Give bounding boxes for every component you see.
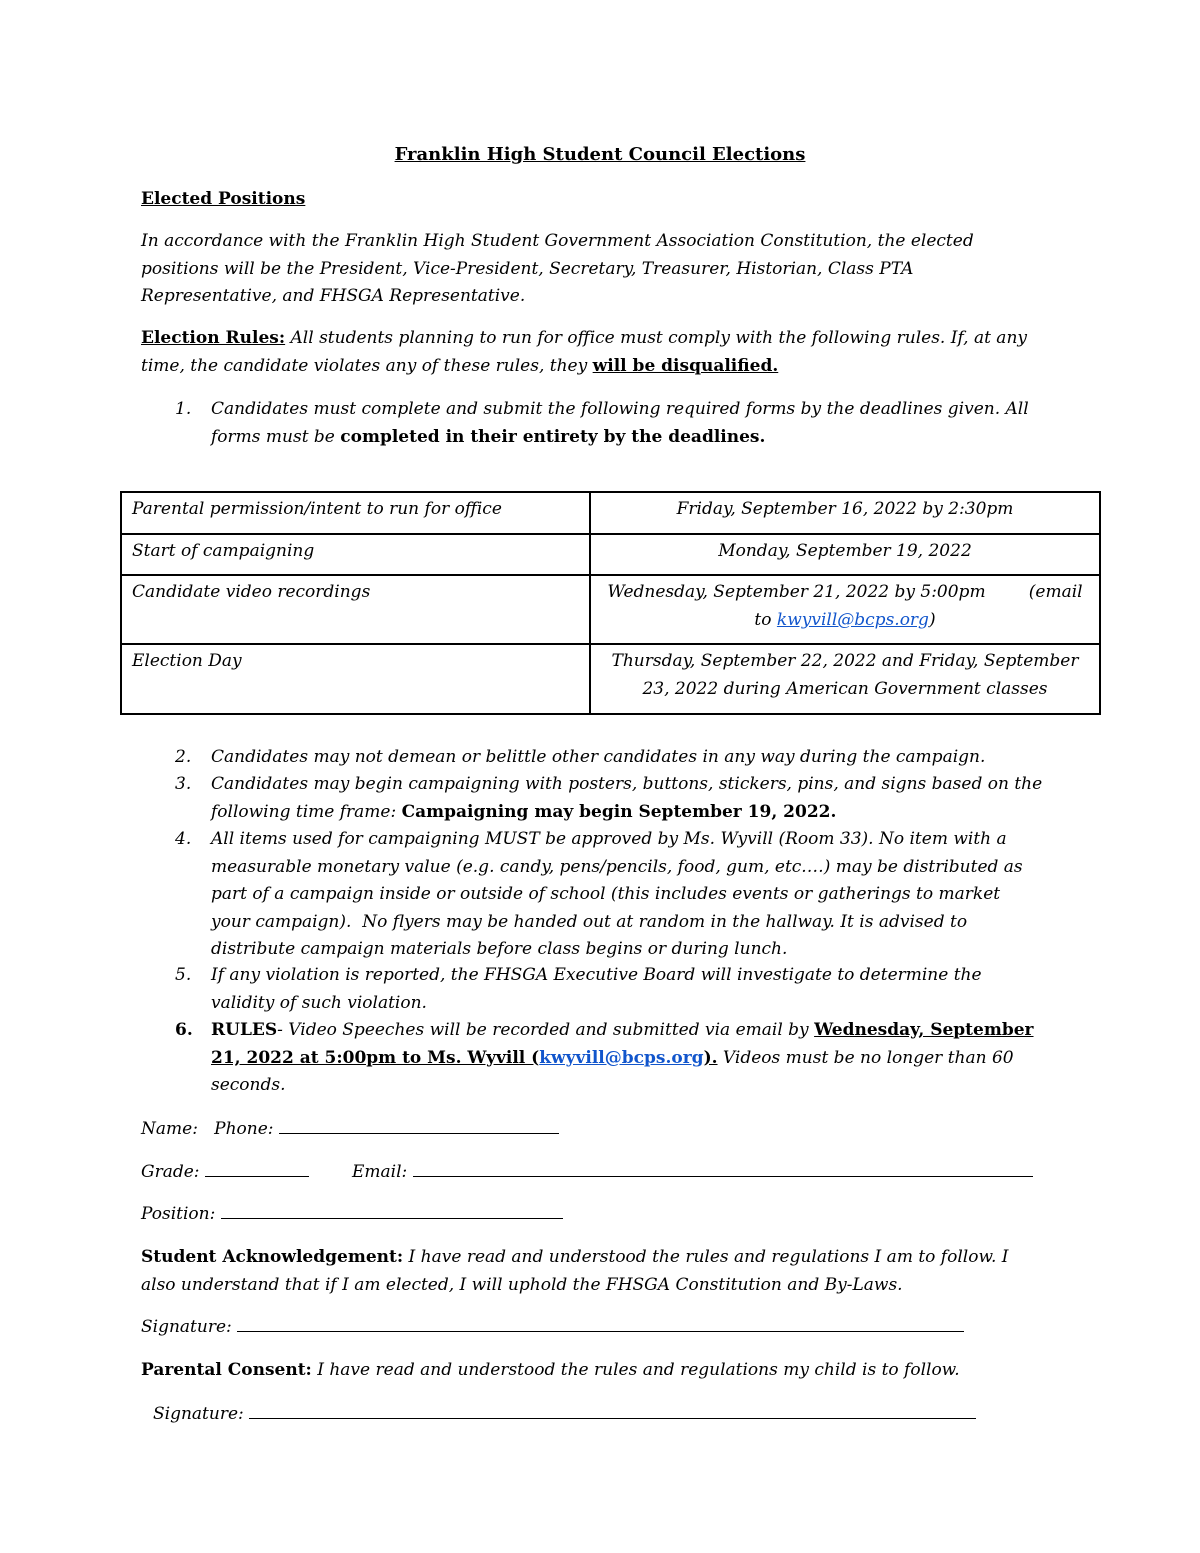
table-cell: Candidate video recordings: [121, 575, 590, 644]
grade-label: Grade:: [141, 1162, 200, 1182]
document-title: Franklin High Student Council Elections: [394, 144, 806, 165]
signature-label: Signature:: [141, 1317, 232, 1337]
position-field[interactable]: [221, 1200, 563, 1219]
grade-field[interactable]: [205, 1158, 309, 1177]
name-label: Name:: [141, 1119, 198, 1139]
email-label: Email:: [352, 1162, 408, 1182]
table-cell: Thursday, September 22, 2022 and Friday, September 23, 2022 during American Government classes: [590, 644, 1100, 714]
table-row: [121, 644, 1100, 714]
document-page: Franklin High Student Council Elections Elected Positions In accordance with the Franklin High Student Government Association Constitution, the elected positions will be the President, Vice-President, Secretary, Treasurer, Historian, Class PTA Representative, and FHSGA Representative. Election Rules: All students planning to run for office must comply with the following rules. If, at any time, the candidate violates any of these rules, they will be disqualified. 1. Candidates must complete and submit the following required forms by the deadlines given. All forms must be completed in their entirety by the deadlines. Parental permission/intent to run for office Friday, September 16, 2022 by 2:30pm Start of campaigning Monday, September 19, 2022 Candidate video recordings Wednesday, September 21, 2022 by 5:00pm (email to kwyvill@bcps.org) Election Day Thursday, September 22, 2022 and Friday, September 23, 2022 during American Government classes 2. Candidates may not demean or belittle other candidates in any way during the campaign. 3. Candidates may begin campaigning with posters, buttons, stickers, pins, and signs based on the following time frame: Campaigning may begin September 19, 2022. 4. All items used for campaigning MUST be approved by Ms. Wyvill (Room 33). No item with a measurable monetary value (e.g. candy, pens/pencils, food, gum, etc.…) may be distributed as part of a campaign inside or outside of school (this includes events or gatherings to market your campaign). No flyers may be handed out at random in the hallway. It is advised to distribute campaign materials before class begins or during lunch. 5. If any violation is reported, the FHSGA Executive Board will investigate to determine the validity of such violation. 6. RULES- Video Speeches will be recorded and submitted via email by Wednesday, September 21, 2022 at 5:00pm to Ms. Wyvill (kwyvill@bcps.org). Videos must be no longer than 60 seconds. Name: Phone: Grade: Email: Position: Student Acknowledgement: I have read and understood the rules and regulations I am to follow. I also understand that if I am elected, I will uphold the FHSGA Constitution and By-Laws. Signature: Parental Consent: I have read and understood the rules and regulations my child is to follow. Signature:: [0, 0, 1200, 1553]
election-rules-heading: Election Rules:: [141, 328, 286, 348]
student-signature-field[interactable]: [237, 1313, 964, 1332]
deadlines-table: [120, 491, 1101, 715]
phone-label: Phone:: [214, 1119, 274, 1139]
position-row: [141, 1200, 563, 1224]
elected-positions-heading: Elected Positions: [141, 189, 306, 209]
email-link[interactable]: kwyvill@bcps.org: [539, 1047, 704, 1068]
disqualified-warning: will be disqualified.: [592, 355, 779, 376]
email-field[interactable]: [413, 1158, 1033, 1177]
email-row: [352, 1158, 1033, 1182]
table-cell: Start of campaigning: [121, 534, 590, 575]
table-row: [121, 492, 1100, 534]
signature-label: Signature:: [153, 1404, 244, 1424]
parent-signature-field[interactable]: [249, 1400, 976, 1419]
name-phone-row: [141, 1115, 559, 1139]
table-row: [121, 534, 1100, 575]
email-link[interactable]: kwyvill@bcps.org: [776, 610, 929, 630]
election-rules-intro: Election Rules: All students planning to run for office must comply with the following rules. If, at any time, the candidate violates any of these rules, they will be disqualified.: [141, 328, 1027, 376]
student-signature-row: [141, 1313, 964, 1337]
student-acknowledgement: Student Acknowledgement: I have read and understood the rules and regulations I am to follow. I also understand that if I am elected, I will uphold the FHSGA Constitution and By-Laws.: [141, 1247, 1009, 1295]
table-cell: Election Day: [121, 644, 590, 714]
phone-field[interactable]: [279, 1115, 559, 1134]
parent-signature-row: [153, 1400, 976, 1424]
grade-email-row: [141, 1158, 309, 1182]
parental-consent: Parental Consent: I have read and understood the rules and regulations my child is to follow.: [141, 1360, 960, 1380]
table-row: [121, 575, 1100, 644]
table-cell: Parental permission/intent to run for office: [121, 492, 590, 534]
position-label: Position:: [141, 1204, 216, 1224]
table-cell: Wednesday, September 21, 2022 by 5:00pm (email to kwyvill@bcps.org): [590, 575, 1100, 644]
table-cell: Monday, September 19, 2022: [590, 534, 1100, 575]
elected-positions-text: In accordance with the Franklin High Student Government Association Constitution, the elected positions will be the President, Vice-President, Secretary, Treasurer, Historian, Class PTA Representative, and FHSGA Representative.: [141, 231, 974, 306]
table-cell: Friday, September 16, 2022 by 2:30pm: [590, 492, 1100, 534]
